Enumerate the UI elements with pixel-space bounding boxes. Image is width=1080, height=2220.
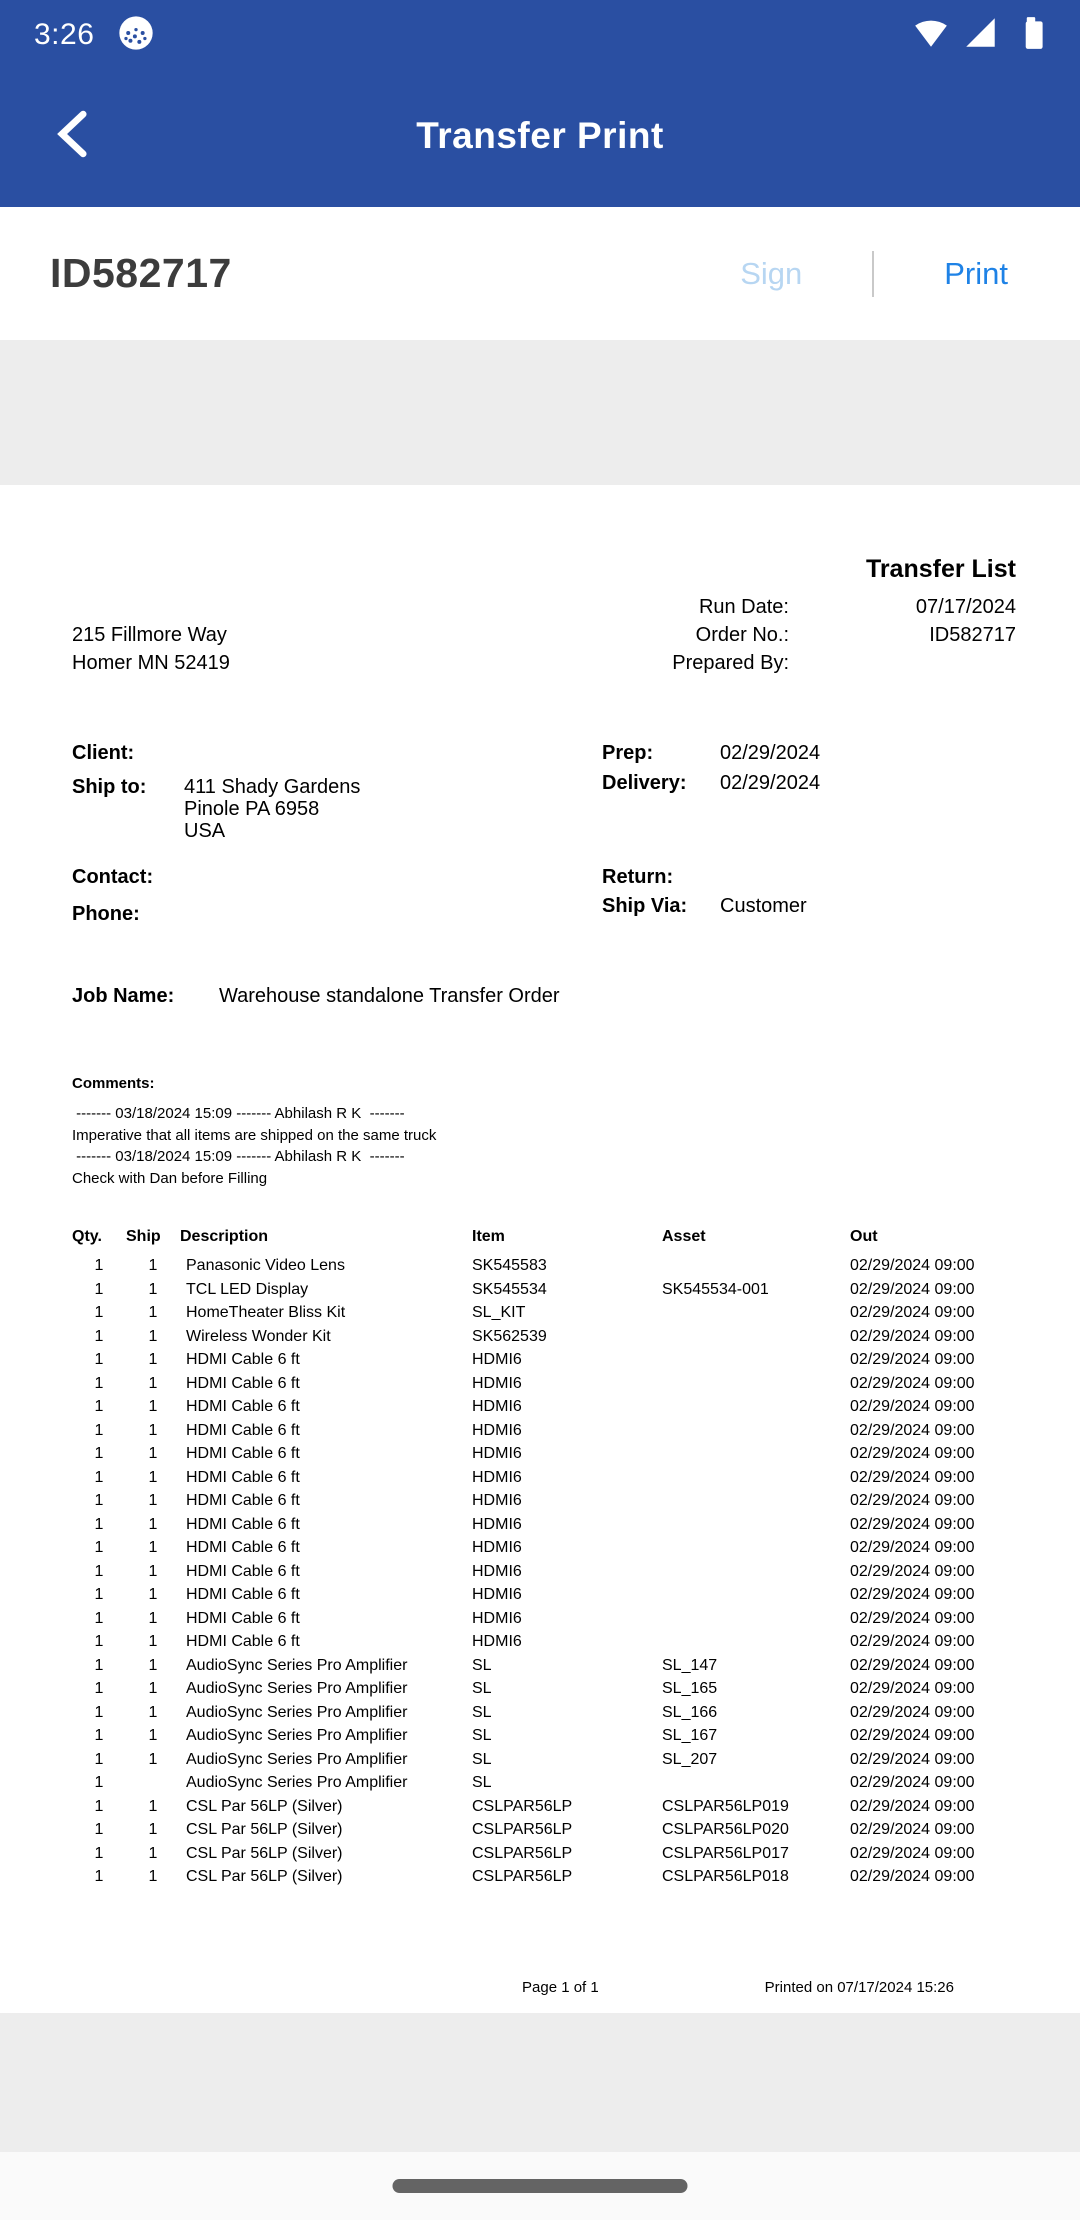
back-button[interactable] <box>36 100 108 172</box>
comment-line: ------- 03/18/2024 15:09 ------- Abhilash R K ------- <box>72 1148 405 1165</box>
table-row: 1 1 HDMI Cable 6 ft HDMI6 02/29/2024 09:00 <box>94 1445 975 1462</box>
gesture-handle[interactable] <box>393 2179 688 2193</box>
company-address-line <box>72 593 552 621</box>
table-row: 1 1 HDMI Cable 6 ft HDMI6 02/29/2024 09:00 <box>94 1633 975 1650</box>
contact-label: Contact: <box>72 866 154 888</box>
table-row: 1 1 CSL Par 56LP (Silver) CSLPAR56LP CSLPAR56LP017 02/29/2024 09:00 <box>94 1844 975 1862</box>
column-header: Qty. <box>72 1228 102 1245</box>
ship-to-label: Ship to: <box>72 776 147 798</box>
toolbar-divider <box>872 251 874 297</box>
comments-block <box>72 1073 1016 1189</box>
contact-return-block <box>72 863 1016 929</box>
notification-app-icon <box>116 13 156 58</box>
items-table-header <box>72 1228 1016 1254</box>
printed-timestamp: Printed on 07/17/2024 15:26 <box>764 1979 954 1996</box>
sign-button[interactable]: Sign <box>740 255 803 291</box>
wifi-icon <box>912 14 950 57</box>
column-header: Ship <box>126 1228 161 1245</box>
table-row: 1 1 Panasonic Video Lens SK545583 02/29/2024 09:00 <box>94 1257 975 1274</box>
app-bar <box>0 64 1080 207</box>
table-row: 1 1 HomeTheater Bliss Kit SL_KIT 02/29/2024 09:00 <box>94 1304 975 1321</box>
ship-to-address <box>184 776 360 842</box>
table-row: 1 1 HDMI Cable 6 ft HDMI6 02/29/2024 09:00 <box>94 1351 975 1368</box>
order-toolbar <box>0 207 1080 340</box>
battery-icon <box>1012 14 1050 57</box>
document-page <box>0 485 1080 2013</box>
table-row: 1 1 HDMI Cable 6 ft HDMI6 02/29/2024 09:00 <box>94 1374 975 1392</box>
doc-title: Transfer List <box>865 555 1016 583</box>
client-ship-block <box>72 738 1016 842</box>
comment-line: Imperative that all items are shipped on the same truck <box>72 1126 437 1144</box>
table-row: 1 1 HDMI Cable 6 ft HDMI6 02/29/2024 09:00 <box>94 1398 975 1415</box>
page-number: Page 1 of 1 <box>522 1979 599 1996</box>
table-row: 1 1 HDMI Cable 6 ft HDMI6 02/29/2024 09:00 <box>94 1468 975 1486</box>
table-row: 1 1 CSL Par 56LP (Silver) CSLPAR56LP CSLPAR56LP018 02/29/2024 09:00 <box>94 1868 975 1885</box>
gesture-nav-bar <box>0 2152 1080 2220</box>
doc-header-row <box>72 593 1016 621</box>
order-id: ID582717 <box>50 250 232 296</box>
table-row: 1 1 HDMI Cable 6 ft HDMI6 02/29/2024 09:00 <box>94 1515 975 1533</box>
company-address-line: Homer MN 52419 <box>72 652 230 674</box>
table-row: 1 1 HDMI Cable 6 ft HDMI6 02/29/2024 09:00 <box>94 1492 975 1509</box>
items-table <box>72 1228 1016 1889</box>
comment-line: ------- 03/18/2024 15:09 ------- Abhilash R K ------- <box>72 1105 405 1122</box>
print-button[interactable]: Print <box>944 255 1008 291</box>
phone-label: Phone: <box>72 903 140 925</box>
ship-to-line: USA <box>184 820 226 842</box>
table-row: 1 1 HDMI Cable 6 ft HDMI6 02/29/2024 09:00 <box>94 1562 975 1580</box>
comment-line: Check with Dan before Filling <box>72 1169 268 1187</box>
table-row: 1 1 HDMI Cable 6 ft HDMI6 02/29/2024 09:00 <box>94 1586 975 1603</box>
job-name-label: Job Name: <box>72 985 175 1007</box>
items-table-body <box>72 1254 1016 1889</box>
page-footer <box>72 1979 1016 2001</box>
doc-header-label: Run Date: <box>698 596 789 618</box>
ship-via-label: Ship Via: <box>602 895 688 917</box>
signal-icon <box>962 14 1000 57</box>
table-row: 1 1 TCL LED Display SK545534 SK545534-001 02/29/2024 09:00 <box>94 1280 975 1298</box>
prep-label: Prep: <box>602 742 654 764</box>
table-row: 1 AudioSync Series Pro Amplifier SL 02/29/2024 09:00 <box>94 1774 975 1791</box>
client-label: Client: <box>72 742 135 764</box>
back-chevron-icon <box>49 108 95 163</box>
table-row: 1 1 AudioSync Series Pro Amplifier SL SL_166 02/29/2024 09:00 <box>94 1703 975 1721</box>
table-row: 1 1 HDMI Cable 6 ft HDMI6 02/29/2024 09:00 <box>94 1539 975 1556</box>
table-row: 1 1 CSL Par 56LP (Silver) CSLPAR56LP CSLPAR56LP020 02/29/2024 09:00 <box>94 1821 975 1838</box>
comments-label: Comments: <box>72 1075 155 1092</box>
column-header: Item <box>472 1228 505 1245</box>
page-title: Transfer Print <box>416 114 664 156</box>
column-header: Asset <box>662 1228 706 1245</box>
column-header: Out <box>850 1228 878 1245</box>
doc-header-label: Prepared By: <box>672 652 789 674</box>
doc-header-row <box>72 621 1016 649</box>
doc-header-rows <box>72 593 1016 677</box>
comment-lines <box>72 1103 1016 1189</box>
job-name-value: Warehouse standalone Transfer Order <box>219 985 560 1007</box>
clock: 3:26 <box>34 18 95 51</box>
company-address-line: 215 Fillmore Way <box>72 624 227 646</box>
table-row: 1 1 CSL Par 56LP (Silver) CSLPAR56LP CSLPAR56LP019 02/29/2024 09:00 <box>94 1797 975 1815</box>
ship-to-line: 411 Shady Gardens <box>184 776 361 798</box>
prep-value: 02/29/2024 <box>720 742 821 764</box>
table-row: 1 1 AudioSync Series Pro Amplifier SL SL_165 02/29/2024 09:00 <box>94 1680 975 1697</box>
table-row: 1 1 AudioSync Series Pro Amplifier SL SL_167 02/29/2024 09:00 <box>94 1727 975 1744</box>
column-header: Description <box>180 1228 269 1245</box>
table-row: 1 1 Wireless Wonder Kit SK562539 02/29/2024 09:00 <box>94 1327 975 1345</box>
delivery-label: Delivery: <box>602 772 687 794</box>
doc-header-row <box>72 649 1016 677</box>
table-row: 1 1 AudioSync Series Pro Amplifier SL SL_207 02/29/2024 09:00 <box>94 1750 975 1768</box>
ship-to-line: Pinole PA 6958 <box>184 798 320 820</box>
doc-header-value: ID582717 <box>929 624 1016 646</box>
doc-header-value <box>789 649 1016 677</box>
delivery-value: 02/29/2024 <box>720 772 821 794</box>
return-label: Return: <box>602 866 674 888</box>
doc-header-value: 07/17/2024 <box>915 596 1016 618</box>
document-viewer[interactable] <box>0 340 1080 2152</box>
ship-via-value: Customer <box>720 895 807 917</box>
table-row: 1 1 HDMI Cable 6 ft HDMI6 02/29/2024 09:00 <box>94 1421 975 1439</box>
table-row: 1 1 AudioSync Series Pro Amplifier SL SL_147 02/29/2024 09:00 <box>94 1656 975 1674</box>
doc-header-label: Order No.: <box>695 624 789 646</box>
job-name-row <box>72 984 1016 1008</box>
status-bar <box>0 0 1080 64</box>
table-row: 1 1 HDMI Cable 6 ft HDMI6 02/29/2024 09:00 <box>94 1609 975 1627</box>
